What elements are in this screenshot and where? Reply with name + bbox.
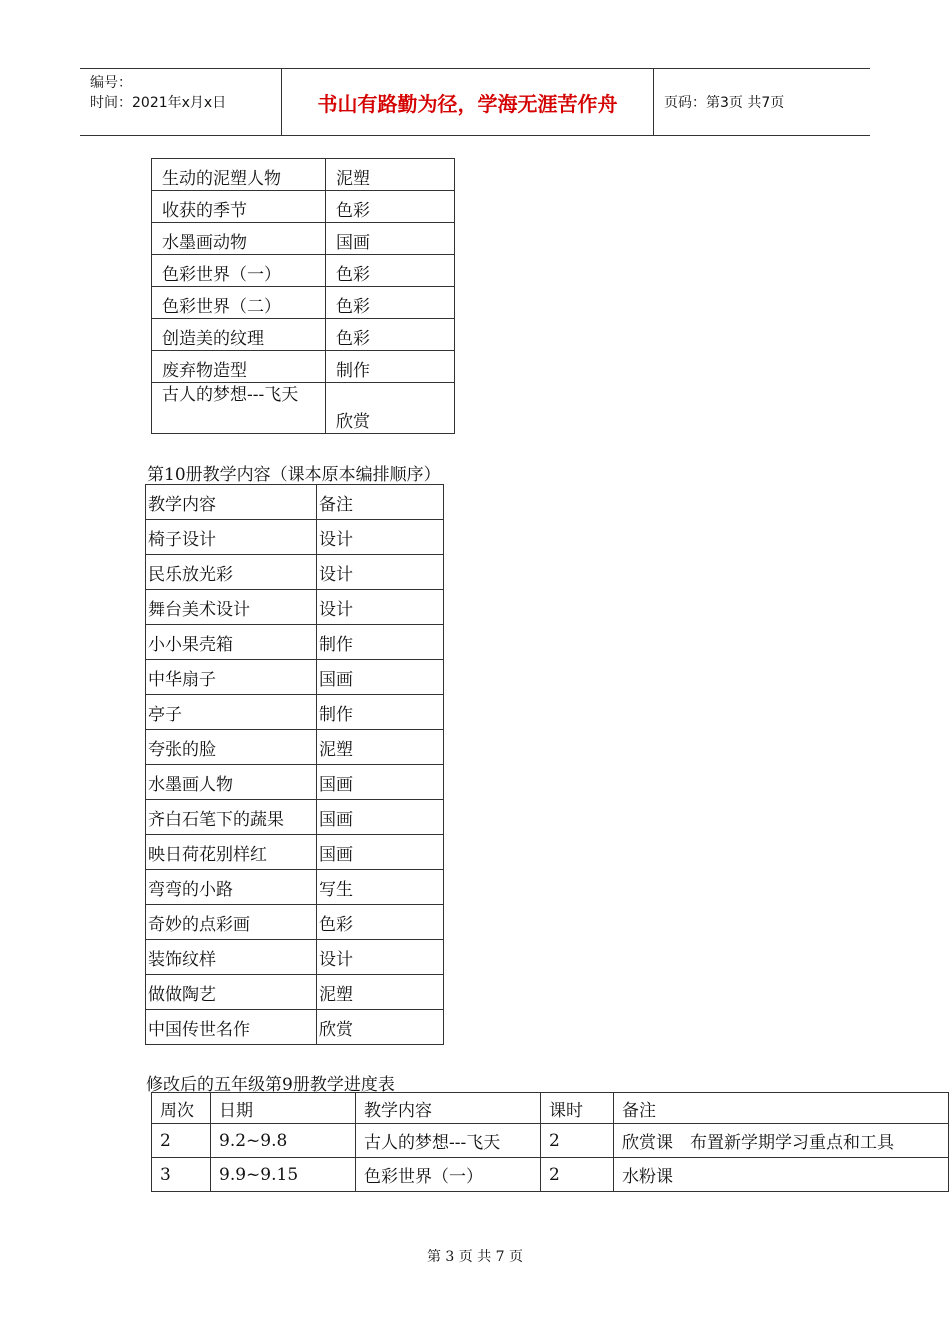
table-schedule <box>151 1092 949 1192</box>
content-cell: 收获的季节 <box>152 191 326 223</box>
content-cell: 古人的梦想---飞天 <box>356 1124 541 1158</box>
table-row <box>146 800 444 835</box>
table-header-row <box>152 1093 949 1124</box>
table-row <box>152 1158 949 1192</box>
content-cell: 民乐放光彩 <box>146 555 317 590</box>
note-cell: 色彩 <box>326 191 455 223</box>
note-cell: 写生 <box>317 870 444 905</box>
table-row <box>146 870 444 905</box>
note-cell: 设计 <box>317 555 444 590</box>
note-cell: 设计 <box>317 940 444 975</box>
content-cell: 亭子 <box>146 695 317 730</box>
page-footer: 第 3 页 共 7 页 <box>426 1249 524 1265</box>
note-cell: 国画 <box>317 800 444 835</box>
header-cell: 备注 <box>317 485 444 520</box>
header-meta <box>80 69 282 135</box>
table-row <box>146 835 444 870</box>
header-page-info: 页码：第3页 共7页 <box>664 95 785 111</box>
table-row <box>146 905 444 940</box>
content-cell: 椅子设计 <box>146 520 317 555</box>
note-cell: 国画 <box>317 835 444 870</box>
content-cell: 生动的泥塑人物 <box>152 159 326 191</box>
header-cell: 教学内容 <box>356 1093 541 1124</box>
table-grade9-contents <box>151 158 455 434</box>
content-cell: 色彩世界（一） <box>356 1158 541 1192</box>
content-cell: 中国传世名作 <box>146 1010 317 1045</box>
date-cell: 9.2~9.8 <box>211 1124 356 1158</box>
table-row <box>146 730 444 765</box>
content-cell: 中华扇子 <box>146 660 317 695</box>
note-cell: 色彩 <box>326 255 455 287</box>
week-cell: 2 <box>152 1124 211 1158</box>
content-cell: 夸张的脸 <box>146 730 317 765</box>
note-cell: 泥塑 <box>317 975 444 1010</box>
table-row <box>146 1010 444 1045</box>
content-cell: 水墨画动物 <box>152 223 326 255</box>
note-cell: 欣赏 <box>317 1010 444 1045</box>
content-cell: 色彩世界（二） <box>152 287 326 319</box>
header-cell: 备注 <box>614 1093 949 1124</box>
header-cell: 教学内容 <box>146 485 317 520</box>
note-cell: 制作 <box>326 351 455 383</box>
table3-caption: 修改后的五年级第9册教学进度表 <box>146 1075 395 1095</box>
header-cell: 日期 <box>211 1093 356 1124</box>
note-cell: 水粉课 <box>614 1158 949 1192</box>
table-row <box>152 319 455 351</box>
date-cell: 9.9~9.15 <box>211 1158 356 1192</box>
table-row <box>146 940 444 975</box>
content-cell: 废弃物造型 <box>152 351 326 383</box>
table-row <box>152 1124 949 1158</box>
table-row <box>152 191 455 223</box>
note-cell: 泥塑 <box>317 730 444 765</box>
note-cell: 国画 <box>326 223 455 255</box>
content-cell: 弯弯的小路 <box>146 870 317 905</box>
hours-cell: 2 <box>541 1158 614 1192</box>
note-cell: 制作 <box>317 625 444 660</box>
table-row <box>152 255 455 287</box>
content-cell: 齐白石笔下的蔬果 <box>146 800 317 835</box>
note-cell: 欣赏课 布置新学期学习重点和工具 <box>614 1124 949 1158</box>
table-row <box>146 590 444 625</box>
content-cell: 装饰纹样 <box>146 940 317 975</box>
time-label: 时间：2021年x月x日 <box>90 95 227 111</box>
table-row <box>152 383 455 434</box>
table2-caption: 第10册教学内容（课本原本编排顺序） <box>147 465 441 485</box>
serial-label: 编号： <box>90 75 132 91</box>
note-cell: 色彩 <box>317 905 444 940</box>
table-row <box>146 695 444 730</box>
hours-cell: 2 <box>541 1124 614 1158</box>
table-row <box>146 660 444 695</box>
table-row <box>146 625 444 660</box>
table-grade10-contents <box>145 484 444 1045</box>
note-cell: 制作 <box>317 695 444 730</box>
table-row <box>146 520 444 555</box>
document-header <box>80 68 870 136</box>
table-row <box>152 159 455 191</box>
content-cell: 创造美的纹理 <box>152 319 326 351</box>
content-cell: 舞台美术设计 <box>146 590 317 625</box>
note-cell: 国画 <box>317 765 444 800</box>
table-row <box>152 223 455 255</box>
note-cell: 色彩 <box>326 287 455 319</box>
header-motto: 书山有路勤为径，学海无涯苦作舟 <box>282 69 654 135</box>
table-row <box>152 287 455 319</box>
note-cell: 设计 <box>317 520 444 555</box>
note-cell: 欣赏 <box>326 383 455 434</box>
content-cell: 水墨画人物 <box>146 765 317 800</box>
note-cell: 色彩 <box>326 319 455 351</box>
content-cell: 映日荷花别样红 <box>146 835 317 870</box>
header-cell: 课时 <box>541 1093 614 1124</box>
note-cell: 泥塑 <box>326 159 455 191</box>
note-cell: 国画 <box>317 660 444 695</box>
header-cell: 周次 <box>152 1093 211 1124</box>
content-cell: 色彩世界（一） <box>152 255 326 287</box>
content-cell: 古人的梦想---飞天 <box>152 383 326 434</box>
content-cell: 做做陶艺 <box>146 975 317 1010</box>
week-cell: 3 <box>152 1158 211 1192</box>
table-row <box>146 975 444 1010</box>
content-cell: 奇妙的点彩画 <box>146 905 317 940</box>
content-cell: 小小果壳箱 <box>146 625 317 660</box>
table-row <box>146 765 444 800</box>
table-row <box>146 555 444 590</box>
note-cell: 设计 <box>317 590 444 625</box>
table-header-row <box>146 485 444 520</box>
table-row <box>152 351 455 383</box>
